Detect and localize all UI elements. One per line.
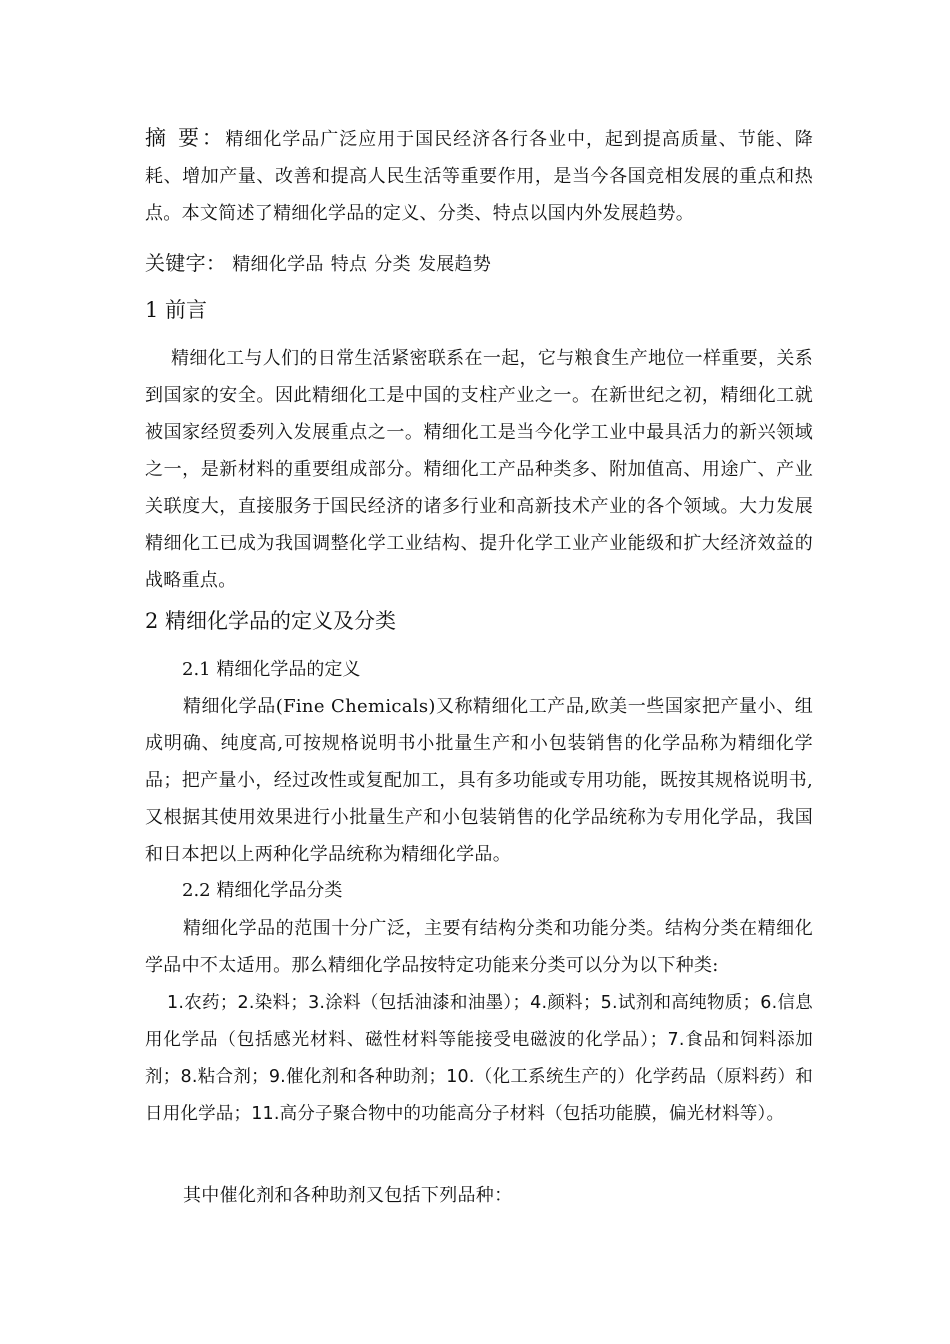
definition-paragraph: 精细化学品(Fine Chemicals)又称精细化工产品,欧美一些国家把产量小、组成明确、纯度高,可按规格说明书小批量生产和小包装销售的化学品称为精细化学品；把产量小，经过改性或复配加工，具有多功能或专用功能，既按其规格说明书,又根据其使用效果进行小批量生产和小包装销售的化学品统称为专用化学品，我国和日本把以上两种化学品统称为精细化学品。 [145,696,813,865]
abstract-text: 精细化学品广泛应用于国民经济各行各业中，起到提高质量、节能、降耗、增加产量、改善和提高人民生活等重要作用，是当今各国竞相发展的重点和热点。本文简述了精细化学品的定义、分类、特点以国内外发展趋势。 [145,129,813,224]
section-heading-definition-classification: 2 精细化学品的定义及分类 [145,609,397,633]
keyword-item: 精细化学品 [232,254,324,275]
section-heading-intro: 1 前言 [145,298,208,322]
keyword-item: 发展趋势 [417,254,492,275]
keywords-label: 关键字： [145,251,227,275]
keyword-item: 分类 [374,254,411,275]
subsection-heading-classification: 2.2 精细化学品分类 [182,880,343,901]
category-list-paragraph: 1.农药；2.染料；3.涂料（包括油漆和油墨）；4.颜料；5.试剂和高纯物质；6.信息用化学品（包括感光材料、磁性材料等能接受电磁波的化学品）；7.食品和饲料添加剂；8.粘合剂；9.催化剂和各种助剂；10.（化工系统生产的）化学药品（原料药）和日用化学品；11.高分子聚合物中的功能高分子材料（包括功能膜，偏光材料等）。 [145,993,813,1124]
keywords-line [145,246,813,282]
keyword-item: 特点 [330,254,368,275]
classification-paragraph: 精细化学品的范围十分广泛，主要有结构分类和功能分类。结构分类在精细化学品中不太适用。那么精细化学品按特定功能来分类可以分为以下种类: [145,918,813,976]
abstract-paragraph [145,120,813,232]
abstract-label: 摘 要： [145,126,226,150]
catalyst-intro-paragraph: 其中催化剂和各种助剂又包括下列品种： [183,1185,513,1206]
subsection-heading-definition: 2.1 精细化学品的定义 [182,659,361,680]
intro-paragraph: 精细化工与人们的日常生活紧密联系在一起，它与粮食生产地位一样重要，关系到国家的安全。因此精细化工是中国的支柱产业之一。在新世纪之初，精细化工就被国家经贸委列入发展重点之一。精细化工是当今化学工业中最具活力的新兴领域之一，是新材料的重要组成部分。精细化工产品种类多、附加值高、用途广、产业关联度大，直接服务于国民经济的诸多行业和高新技术产业的各个领域。大力发展精细化工已成为我国调整化学工业结构、提升化学工业产业能级和扩大经济效益的战略重点。 [145,348,813,591]
